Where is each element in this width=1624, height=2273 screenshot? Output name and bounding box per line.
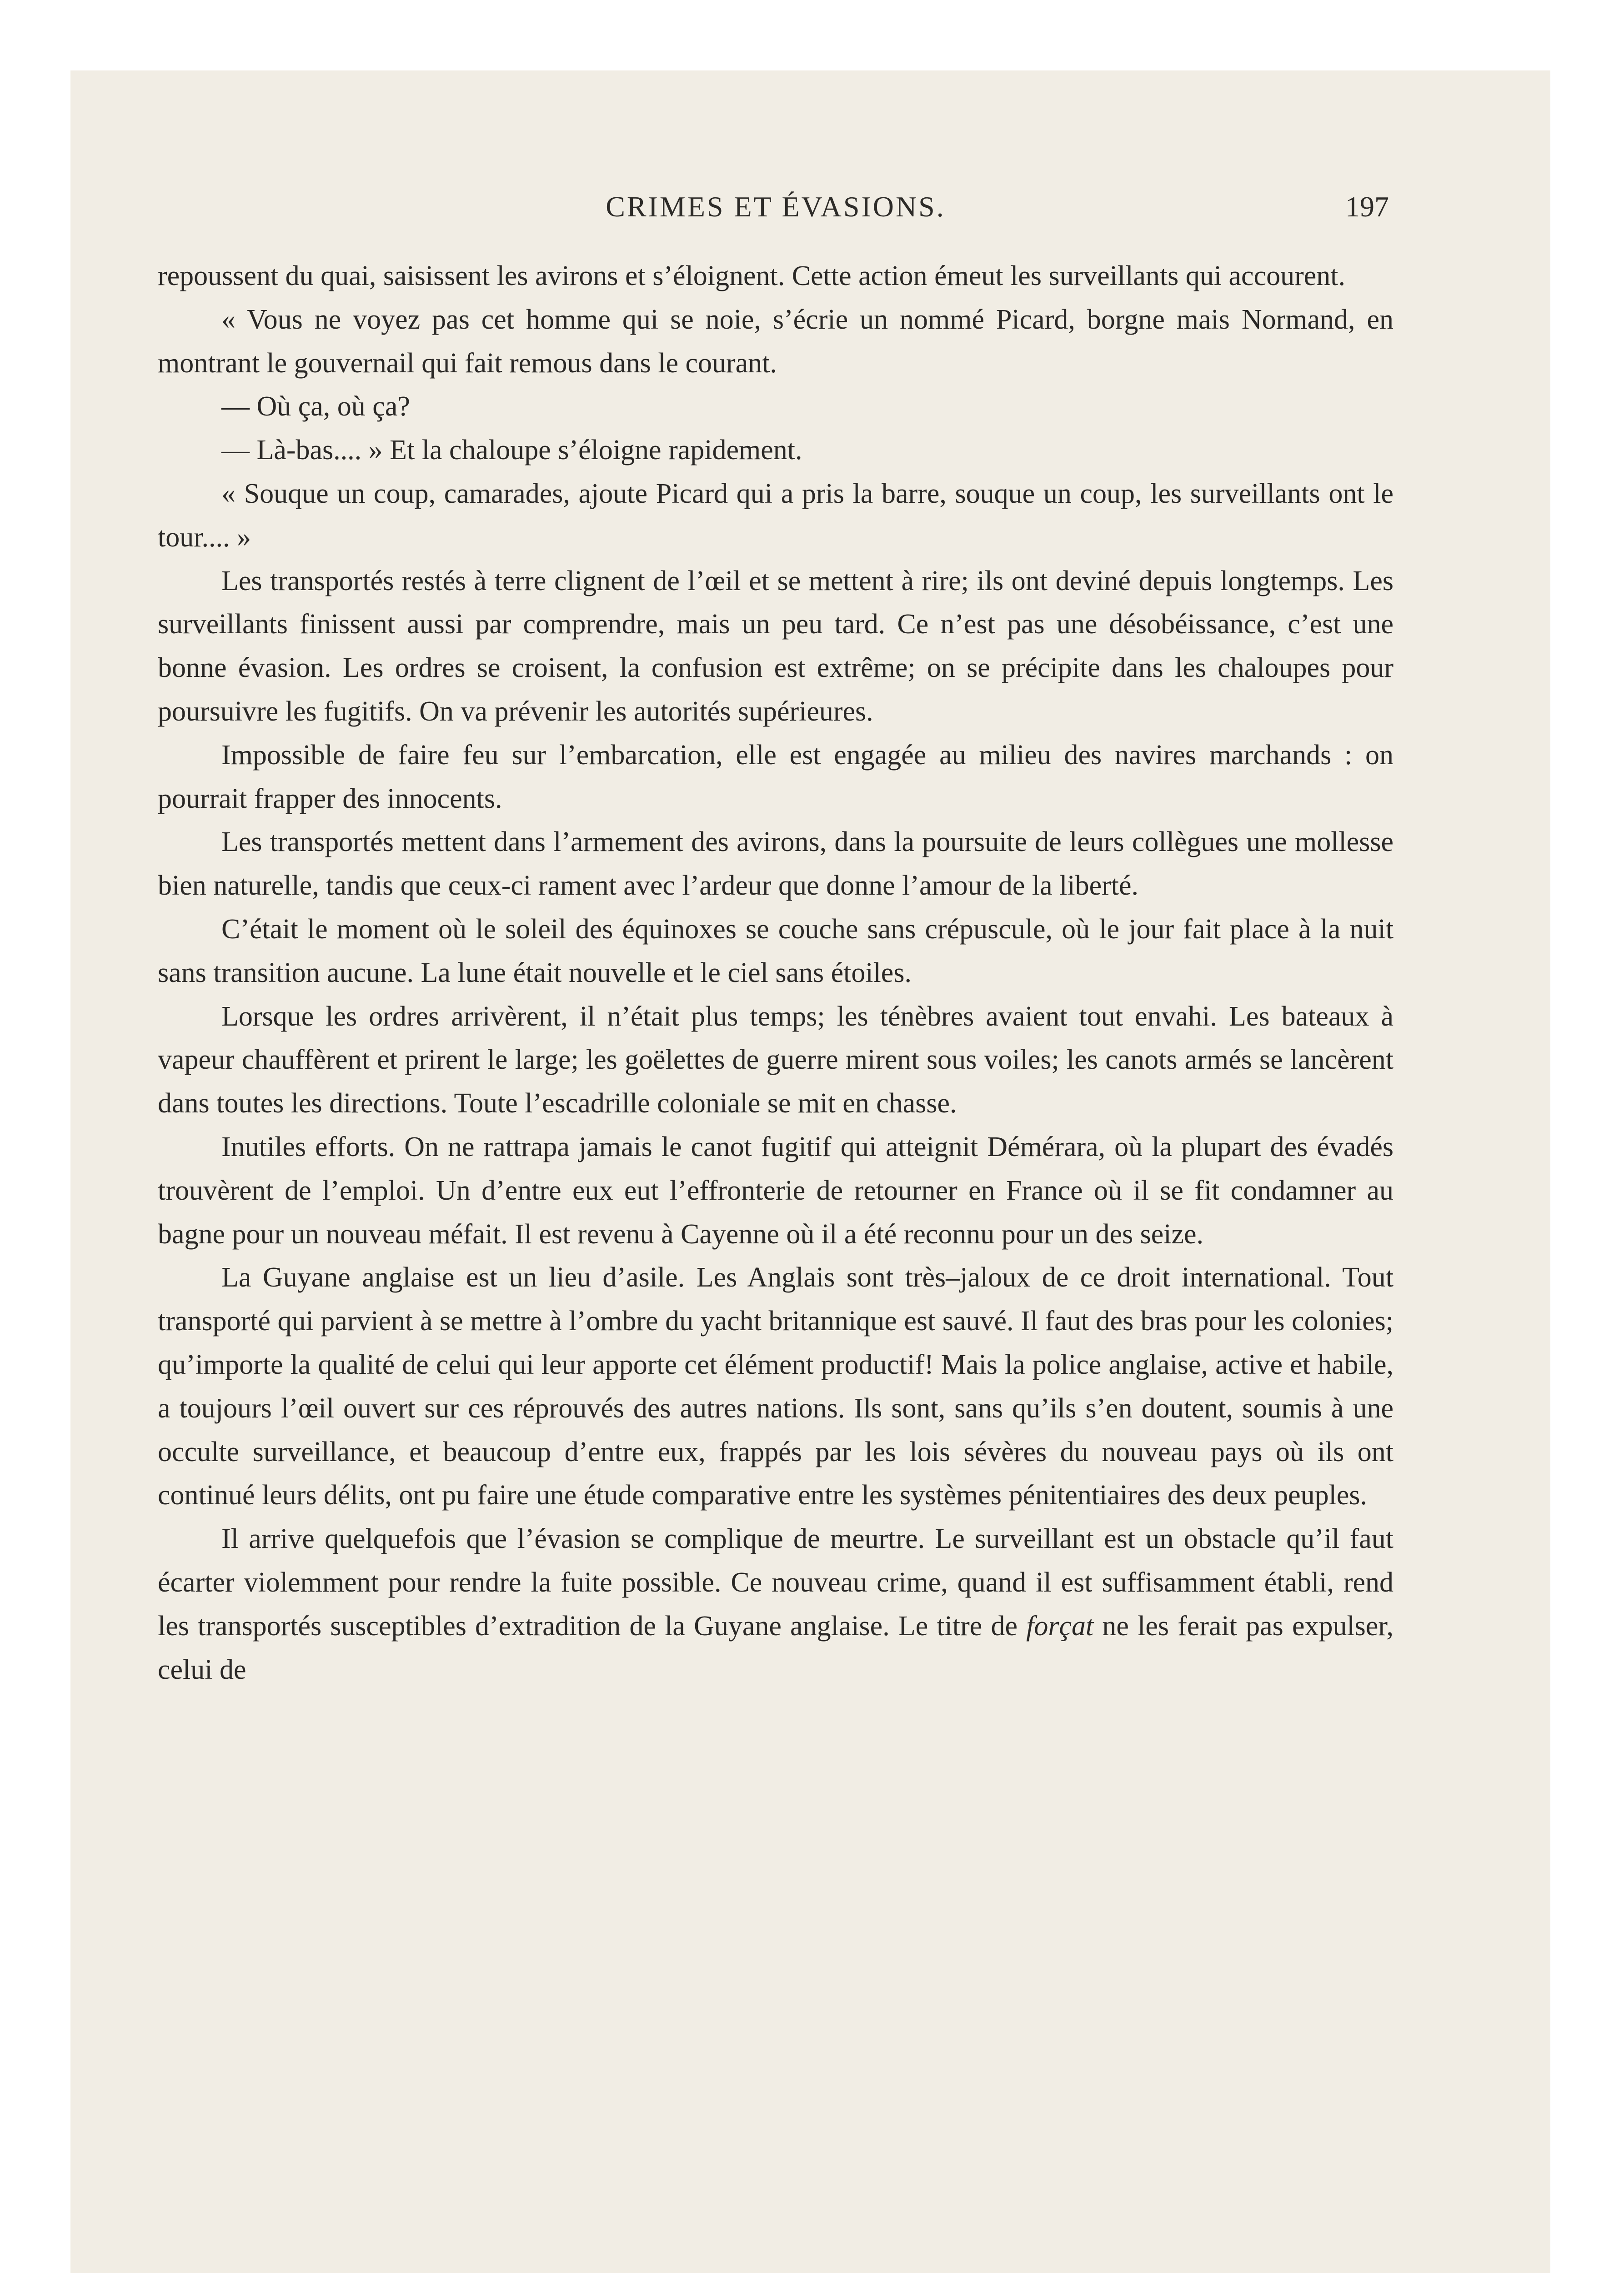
paragraph-meurtre-text: Il arrive quelquefois que l’évasion se complique de meurtre. Le surveillant est un obstacle qu’il faut écarter violemment pour rendre la fuite possible. Ce nouveau crime, quand il est suffisamment établi, rend les transportés susceptibles d’extradition de la Guyane anglaise. Le titre de xyxy=(158,1523,1393,1642)
paragraph-souque: « Souque un coup, camarades, ajoute Picard qui a pris la barre, souque un coup, les surveillants ont le tour.... » xyxy=(158,478,1393,553)
running-title: CRIMES ET ÉVASIONS. xyxy=(606,190,946,223)
page-header xyxy=(158,190,1393,240)
page-number: 197 xyxy=(1345,190,1389,223)
paragraph-dialogue-la-bas: — Là-bas.... » Et la chaloupe s’éloigne rapidement. xyxy=(221,435,802,466)
paragraph-meurtre-end: ne les ferait pas expulser, celui de xyxy=(158,1610,1393,1685)
paragraph-inutiles: Inutiles efforts. On ne rattrapa jamais le canot fugitif qui atteignit Démérara, où la plupart des évadés trouvèrent de l’emploi. Un d’entre eux eut l’effronterie de retourner en France où il se fit condamner au bagne pour un nouveau méfait. Il est revenu à Cayenne où il a été reconnu pour un des seize. xyxy=(158,1131,1393,1250)
paragraph-dialogue-ou-ca: — Où ça, où ça? xyxy=(221,391,410,422)
paragraph-meurtre xyxy=(158,1517,1393,1692)
book-page xyxy=(70,70,1550,2273)
italic-word: forçat xyxy=(1026,1610,1094,1642)
paragraph-continued: repoussent du quai, saisissent les avirons et s’éloignent. Cette action émeut les surveillants qui accourent. xyxy=(158,260,1345,291)
paragraph-guyane: La Guyane anglaise est un lieu d’asile. Les Anglais sont très–jaloux de ce droit international. Tout transporté qui parvient à se mettre à l’ombre du yacht britannique est sauvé. Il faut des bras pour les colonies; qu’importe la qualité de celui qui leur apporte cet élément productif! Mais la police anglaise, active et habile, a toujours l’œil ouvert sur ces réprouvés des autres nations. Ils sont, sans qu’ils s’en doutent, soumis à une occulte surveillance, et beaucoup d’entre eux, frappés par les lois sévères du nouveau pays où ils ont continué leurs délits, ont pu faire une étude comparative entre les systèmes pénitentiaires des deux peuples. xyxy=(158,1262,1393,1511)
paragraph-ordres: Lorsque les ordres arrivèrent, il n’était plus temps; les ténèbres avaient tout envahi. Les bateaux à vapeur chauffèrent et prirent le large; les goëlettes de guerre mirent sous voiles; les canots armés se lancèrent dans toutes les directions. Toute l’escadrille coloniale se mit en chasse. xyxy=(158,1001,1393,1119)
paragraph-transportes-mettent: Les transportés mettent dans l’armement des avirons, dans la poursuite de leurs collègues une mollesse bien naturelle, tandis que ceux-ci rament avec l’ardeur que donne l’amour de la liberté. xyxy=(158,826,1393,901)
body-text xyxy=(158,255,1393,1692)
paragraph-impossible: Impossible de faire feu sur l’embarcation, elle est engagée au milieu des navires marchands : on pourrait frapper des innocents. xyxy=(158,739,1393,814)
paragraph-transportes-restes: Les transportés restés à terre clignent de l’œil et se mettent à rire; ils ont deviné depuis longtemps. Les surveillants finissent aussi par comprendre, mais un peu tard. Ce n’est pas une désobéissance, c’est une bonne évasion. Les ordres se croisent, la confusion est extrême; on se précipite dans les chaloupes pour poursuivre les fugitifs. On va prévenir les autorités supérieures. xyxy=(158,565,1393,727)
paragraph-moment: C’était le moment où le soleil des équinoxes se couche sans crépuscule, où le jour fait place à la nuit sans transition aucune. La lune était nouvelle et le ciel sans étoiles. xyxy=(158,913,1393,988)
paragraph-picard-quote: « Vous ne voyez pas cet homme qui se noie, s’écrie un nommé Picard, borgne mais Normand, en montrant le gouvernail qui fait remous dans le courant. xyxy=(158,304,1393,379)
